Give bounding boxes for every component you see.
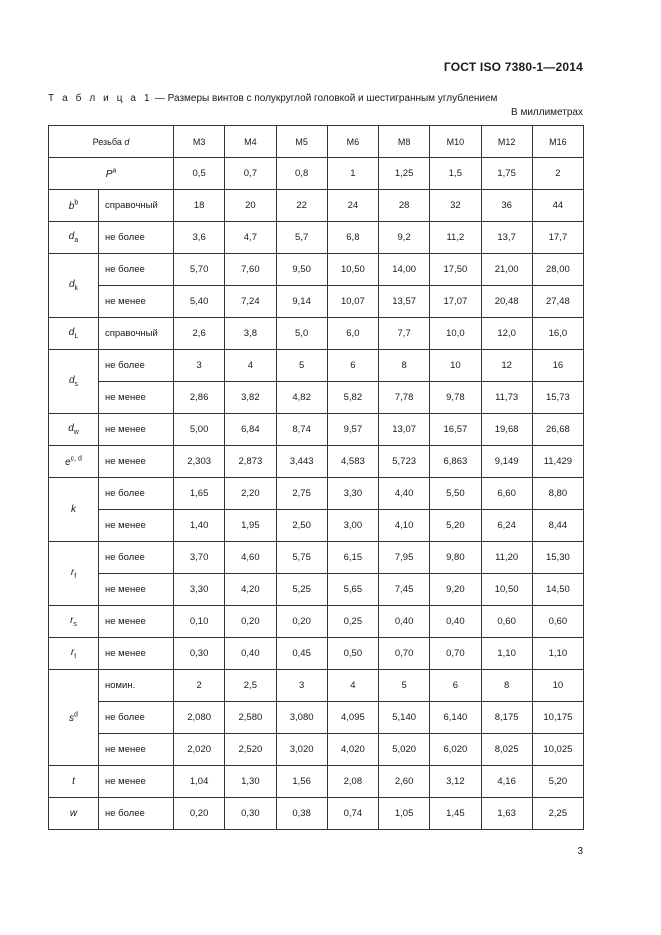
value-cell: 17,50 — [430, 254, 481, 286]
value-cell: 1,25 — [379, 158, 430, 190]
value-cell: 8,175 — [481, 702, 532, 734]
value-cell: 0,20 — [174, 798, 225, 830]
value-cell: 11,2 — [430, 222, 481, 254]
value-cell: 5,70 — [174, 254, 225, 286]
value-cell: 22 — [276, 190, 327, 222]
value-cell: 6 — [430, 670, 481, 702]
parameter-symbol-cell — [49, 190, 99, 222]
value-cell: 24 — [327, 190, 378, 222]
value-cell: 12 — [481, 350, 532, 382]
value-cell: 0,50 — [327, 638, 378, 670]
value-cell: 4 — [225, 350, 276, 382]
parameter-symbol-cell — [49, 350, 99, 414]
value-cell: 27,48 — [532, 286, 583, 318]
value-cell: 0,60 — [481, 606, 532, 638]
value-cell: 9,2 — [379, 222, 430, 254]
table-row — [49, 318, 584, 350]
condition-cell: не более — [99, 478, 174, 510]
value-cell: 7,78 — [379, 382, 430, 414]
parameter-symbol — [70, 808, 77, 819]
value-cell: 10,50 — [327, 254, 378, 286]
parameter-symbol-cell — [49, 798, 99, 830]
value-cell: 16,0 — [532, 318, 583, 350]
table-body — [49, 126, 584, 830]
value-cell: 18 — [174, 190, 225, 222]
parameter-symbol-cell — [49, 158, 174, 190]
parameter-symbol-cell — [49, 254, 99, 318]
value-cell: 2,520 — [225, 734, 276, 766]
table-row — [49, 734, 584, 766]
value-cell: 5,75 — [276, 542, 327, 574]
value-cell: 9,14 — [276, 286, 327, 318]
document-standard-header: ГОСТ ISO 7380-1—2014 — [443, 60, 583, 74]
value-cell: 1,45 — [430, 798, 481, 830]
condition-cell: справочный — [99, 190, 174, 222]
parameter-letter: r — [70, 647, 75, 658]
value-cell: 13,7 — [481, 222, 532, 254]
value-cell: 0,30 — [225, 798, 276, 830]
value-cell: 15,73 — [532, 382, 583, 414]
parameter-symbol-cell — [49, 446, 99, 478]
value-cell: 5,0 — [276, 318, 327, 350]
value-cell: 12,0 — [481, 318, 532, 350]
table-row — [49, 638, 584, 670]
parameter-letter: d — [68, 279, 75, 290]
thread-header-symbol: d — [124, 136, 130, 147]
parameter-footnote-mark: c, d — [70, 455, 82, 463]
value-cell: 3 — [174, 350, 225, 382]
value-cell: 5,7 — [276, 222, 327, 254]
table-row — [49, 702, 584, 734]
value-cell: 2 — [532, 158, 583, 190]
table-row — [49, 446, 584, 478]
value-cell: 2,080 — [174, 702, 225, 734]
parameter-symbol-cell — [49, 414, 99, 446]
value-cell: 0,40 — [225, 638, 276, 670]
value-cell: 8,44 — [532, 510, 583, 542]
value-cell: 4,10 — [379, 510, 430, 542]
value-cell: 3 — [276, 670, 327, 702]
value-cell: 8,025 — [481, 734, 532, 766]
value-cell: 0,25 — [327, 606, 378, 638]
value-cell: 5,20 — [532, 766, 583, 798]
parameter-subscript: t — [74, 653, 77, 660]
value-cell: 1,40 — [174, 510, 225, 542]
parameter-symbol — [69, 231, 78, 242]
condition-cell: не более — [99, 542, 174, 574]
parameter-letter: d — [68, 231, 75, 242]
table-caption-prefix: Т а б л и ц а 1 — [48, 93, 153, 104]
value-cell: 1,30 — [225, 766, 276, 798]
value-cell: 0,45 — [276, 638, 327, 670]
parameter-subscript: s — [74, 381, 79, 388]
value-cell: 16 — [532, 350, 583, 382]
table-row — [49, 222, 584, 254]
value-cell: 2,20 — [225, 478, 276, 510]
value-cell: 2,5 — [225, 670, 276, 702]
value-cell: 6,24 — [481, 510, 532, 542]
value-cell: 21,00 — [481, 254, 532, 286]
value-cell: 4,095 — [327, 702, 378, 734]
thread-header: M12 — [481, 126, 532, 158]
value-cell: 5,723 — [379, 446, 430, 478]
value-cell: 1,04 — [174, 766, 225, 798]
value-cell: 7,60 — [225, 254, 276, 286]
value-cell: 1,10 — [532, 638, 583, 670]
table-row — [49, 286, 584, 318]
condition-cell: не менее — [99, 734, 174, 766]
value-cell: 13,57 — [379, 286, 430, 318]
value-cell: 2,50 — [276, 510, 327, 542]
value-cell: 2,60 — [379, 766, 430, 798]
value-cell: 5,65 — [327, 574, 378, 606]
condition-cell: не более — [99, 350, 174, 382]
value-cell: 11,73 — [481, 382, 532, 414]
value-cell: 0,40 — [430, 606, 481, 638]
value-cell: 3,82 — [225, 382, 276, 414]
value-cell: 14,00 — [379, 254, 430, 286]
value-cell: 2,08 — [327, 766, 378, 798]
parameter-symbol-cell — [49, 606, 99, 638]
value-cell: 15,30 — [532, 542, 583, 574]
value-cell: 1,95 — [225, 510, 276, 542]
value-cell: 0,40 — [379, 606, 430, 638]
condition-cell: не менее — [99, 606, 174, 638]
value-cell: 2,580 — [225, 702, 276, 734]
table-row — [49, 254, 584, 286]
value-cell: 0,74 — [327, 798, 378, 830]
table-row — [49, 478, 584, 510]
parameter-letter: d — [68, 375, 75, 386]
condition-cell: не более — [99, 254, 174, 286]
value-cell: 4,20 — [225, 574, 276, 606]
parameter-subscript: f — [74, 573, 77, 580]
value-cell: 0,7 — [225, 158, 276, 190]
value-cell: 2,303 — [174, 446, 225, 478]
value-cell: 11,429 — [532, 446, 583, 478]
parameter-letter: w — [69, 808, 78, 819]
parameter-footnote-mark: d — [74, 711, 78, 719]
value-cell: 9,57 — [327, 414, 378, 446]
value-cell: 5,50 — [430, 478, 481, 510]
value-cell: 5 — [379, 670, 430, 702]
page-number: 3 — [577, 846, 583, 857]
value-cell: 2 — [174, 670, 225, 702]
value-cell: 10,025 — [532, 734, 583, 766]
parameter-symbol-cell — [49, 318, 99, 350]
value-cell: 8 — [379, 350, 430, 382]
value-cell: 0,8 — [276, 158, 327, 190]
parameter-letter: r — [70, 567, 75, 578]
value-cell: 9,149 — [481, 446, 532, 478]
parameter-symbol-cell — [49, 766, 99, 798]
value-cell: 2,75 — [276, 478, 327, 510]
parameter-symbol-cell — [49, 222, 99, 254]
parameter-symbol — [68, 423, 79, 434]
table-row — [49, 382, 584, 414]
value-cell: 10,175 — [532, 702, 583, 734]
condition-cell: не менее — [99, 574, 174, 606]
parameter-symbol — [70, 615, 77, 626]
parameter-symbol — [71, 567, 76, 578]
value-cell: 3,6 — [174, 222, 225, 254]
parameter-letter: d — [68, 423, 74, 434]
thread-header: M4 — [225, 126, 276, 158]
value-cell: 0,10 — [174, 606, 225, 638]
parameter-symbol-cell — [49, 670, 99, 766]
value-cell: 6,15 — [327, 542, 378, 574]
parameter-letter: t — [72, 776, 75, 787]
value-cell: 9,20 — [430, 574, 481, 606]
value-cell: 7,7 — [379, 318, 430, 350]
parameter-symbol — [106, 169, 117, 180]
value-cell: 4,020 — [327, 734, 378, 766]
table-row — [49, 542, 584, 574]
table-row — [49, 606, 584, 638]
parameter-subscript: w — [73, 429, 79, 436]
value-cell: 0,38 — [276, 798, 327, 830]
value-cell: 8,74 — [276, 414, 327, 446]
table-row — [49, 766, 584, 798]
screw-dimensions-table — [48, 125, 584, 830]
value-cell: 6,020 — [430, 734, 481, 766]
value-cell: 3,30 — [174, 574, 225, 606]
value-cell: 32 — [430, 190, 481, 222]
value-cell: 4,40 — [379, 478, 430, 510]
value-cell: 36 — [481, 190, 532, 222]
thread-header: M10 — [430, 126, 481, 158]
value-cell: 3,70 — [174, 542, 225, 574]
parameter-symbol — [69, 375, 78, 386]
value-cell: 6,60 — [481, 478, 532, 510]
value-cell: 10 — [430, 350, 481, 382]
parameter-letter: d — [68, 327, 75, 338]
value-cell: 6,84 — [225, 414, 276, 446]
value-cell: 7,95 — [379, 542, 430, 574]
value-cell: 3,12 — [430, 766, 481, 798]
parameter-symbol — [69, 327, 78, 338]
value-cell: 10,50 — [481, 574, 532, 606]
parameter-symbol-cell — [49, 478, 99, 542]
value-cell: 6,140 — [430, 702, 481, 734]
value-cell: 6,8 — [327, 222, 378, 254]
value-cell: 10 — [532, 670, 583, 702]
parameter-letter: b — [68, 200, 75, 212]
condition-cell: не менее — [99, 446, 174, 478]
parameter-letter: e — [65, 456, 71, 468]
value-cell: 5,25 — [276, 574, 327, 606]
value-cell: 28,00 — [532, 254, 583, 286]
value-cell: 6,0 — [327, 318, 378, 350]
value-cell: 3,8 — [225, 318, 276, 350]
value-cell: 19,68 — [481, 414, 532, 446]
value-cell: 20,48 — [481, 286, 532, 318]
value-cell: 3,443 — [276, 446, 327, 478]
thread-header: M5 — [276, 126, 327, 158]
value-cell: 11,20 — [481, 542, 532, 574]
value-cell: 4,583 — [327, 446, 378, 478]
value-cell: 1,65 — [174, 478, 225, 510]
value-cell: 7,45 — [379, 574, 430, 606]
table-row — [49, 574, 584, 606]
parameter-symbol — [69, 713, 78, 724]
value-cell: 4,16 — [481, 766, 532, 798]
parameter-letter: s — [69, 712, 75, 724]
value-cell: 9,80 — [430, 542, 481, 574]
parameter-symbol — [71, 647, 76, 658]
value-cell: 10,07 — [327, 286, 378, 318]
value-cell: 0,60 — [532, 606, 583, 638]
condition-cell: не менее — [99, 414, 174, 446]
value-cell: 13,07 — [379, 414, 430, 446]
units-note: В миллиметрах — [511, 107, 583, 118]
table-row — [49, 798, 584, 830]
thread-header-label: Резьба — [92, 136, 122, 147]
condition-cell: не более — [99, 798, 174, 830]
parameter-letter: k — [71, 504, 76, 515]
value-cell: 3,080 — [276, 702, 327, 734]
value-cell: 8,80 — [532, 478, 583, 510]
condition-cell: не менее — [99, 766, 174, 798]
value-cell: 1,05 — [379, 798, 430, 830]
value-cell: 17,07 — [430, 286, 481, 318]
parameter-footnote-mark: b — [74, 199, 79, 207]
value-cell: 2,020 — [174, 734, 225, 766]
value-cell: 4,7 — [225, 222, 276, 254]
value-cell: 1,5 — [430, 158, 481, 190]
parameter-symbol — [65, 457, 82, 468]
value-cell: 9,50 — [276, 254, 327, 286]
value-cell: 5,020 — [379, 734, 430, 766]
value-cell: 1,75 — [481, 158, 532, 190]
condition-cell: номин. — [99, 670, 174, 702]
value-cell: 4,82 — [276, 382, 327, 414]
thread-header: M3 — [174, 126, 225, 158]
table-row — [49, 158, 584, 190]
table-row — [49, 350, 584, 382]
value-cell: 17,7 — [532, 222, 583, 254]
value-cell: 8 — [481, 670, 532, 702]
table-row — [49, 190, 584, 222]
thread-header: M8 — [379, 126, 430, 158]
parameter-symbol — [69, 279, 78, 290]
parameter-letter: r — [70, 615, 74, 626]
table-row — [49, 414, 584, 446]
value-cell: 0,70 — [430, 638, 481, 670]
value-cell: 7,24 — [225, 286, 276, 318]
thread-header: M16 — [532, 126, 583, 158]
value-cell: 1,56 — [276, 766, 327, 798]
parameter-letter: P — [105, 168, 113, 180]
value-cell: 5 — [276, 350, 327, 382]
value-cell: 9,78 — [430, 382, 481, 414]
value-cell: 0,20 — [225, 606, 276, 638]
parameter-symbol — [71, 504, 76, 515]
value-cell: 3,020 — [276, 734, 327, 766]
table-caption — [48, 93, 497, 104]
thread-header-cell — [49, 126, 174, 158]
table-row — [49, 670, 584, 702]
value-cell: 0,70 — [379, 638, 430, 670]
condition-cell: справочный — [99, 318, 174, 350]
condition-cell: не более — [99, 222, 174, 254]
parameter-symbol-cell — [49, 542, 99, 606]
parameter-symbol — [69, 201, 78, 212]
value-cell: 0,30 — [174, 638, 225, 670]
value-cell: 16,57 — [430, 414, 481, 446]
parameter-subscript: s — [73, 621, 77, 628]
parameter-subscript: a — [74, 237, 79, 244]
value-cell: 2,86 — [174, 382, 225, 414]
value-cell: 44 — [532, 190, 583, 222]
value-cell: 3,00 — [327, 510, 378, 542]
value-cell: 4 — [327, 670, 378, 702]
value-cell: 3,30 — [327, 478, 378, 510]
value-cell: 5,00 — [174, 414, 225, 446]
value-cell: 20 — [225, 190, 276, 222]
value-cell: 0,5 — [174, 158, 225, 190]
parameter-symbol-cell — [49, 638, 99, 670]
value-cell: 6 — [327, 350, 378, 382]
table-row — [49, 510, 584, 542]
value-cell: 5,20 — [430, 510, 481, 542]
value-cell: 1 — [327, 158, 378, 190]
condition-cell: не менее — [99, 638, 174, 670]
table-caption-text: — Размеры винтов с полукруглой головкой и шестигранным углублением — [152, 93, 498, 104]
value-cell: 5,40 — [174, 286, 225, 318]
value-cell: 14,50 — [532, 574, 583, 606]
value-cell: 2,25 — [532, 798, 583, 830]
table-header-row — [49, 126, 584, 158]
value-cell: 2,873 — [225, 446, 276, 478]
value-cell: 5,140 — [379, 702, 430, 734]
condition-cell: не менее — [99, 510, 174, 542]
value-cell: 26,68 — [532, 414, 583, 446]
parameter-symbol — [72, 776, 75, 787]
value-cell: 1,63 — [481, 798, 532, 830]
thread-header: M6 — [327, 126, 378, 158]
parameter-subscript: k — [74, 285, 79, 292]
value-cell: 5,82 — [327, 382, 378, 414]
parameter-footnote-mark: a — [112, 167, 117, 175]
parameter-subscript: L — [74, 333, 79, 340]
condition-cell: не менее — [99, 382, 174, 414]
value-cell: 6,863 — [430, 446, 481, 478]
condition-cell: не более — [99, 702, 174, 734]
value-cell: 4,60 — [225, 542, 276, 574]
condition-cell: не менее — [99, 286, 174, 318]
value-cell: 10,0 — [430, 318, 481, 350]
value-cell: 2,6 — [174, 318, 225, 350]
value-cell: 1,10 — [481, 638, 532, 670]
value-cell: 28 — [379, 190, 430, 222]
value-cell: 0,20 — [276, 606, 327, 638]
